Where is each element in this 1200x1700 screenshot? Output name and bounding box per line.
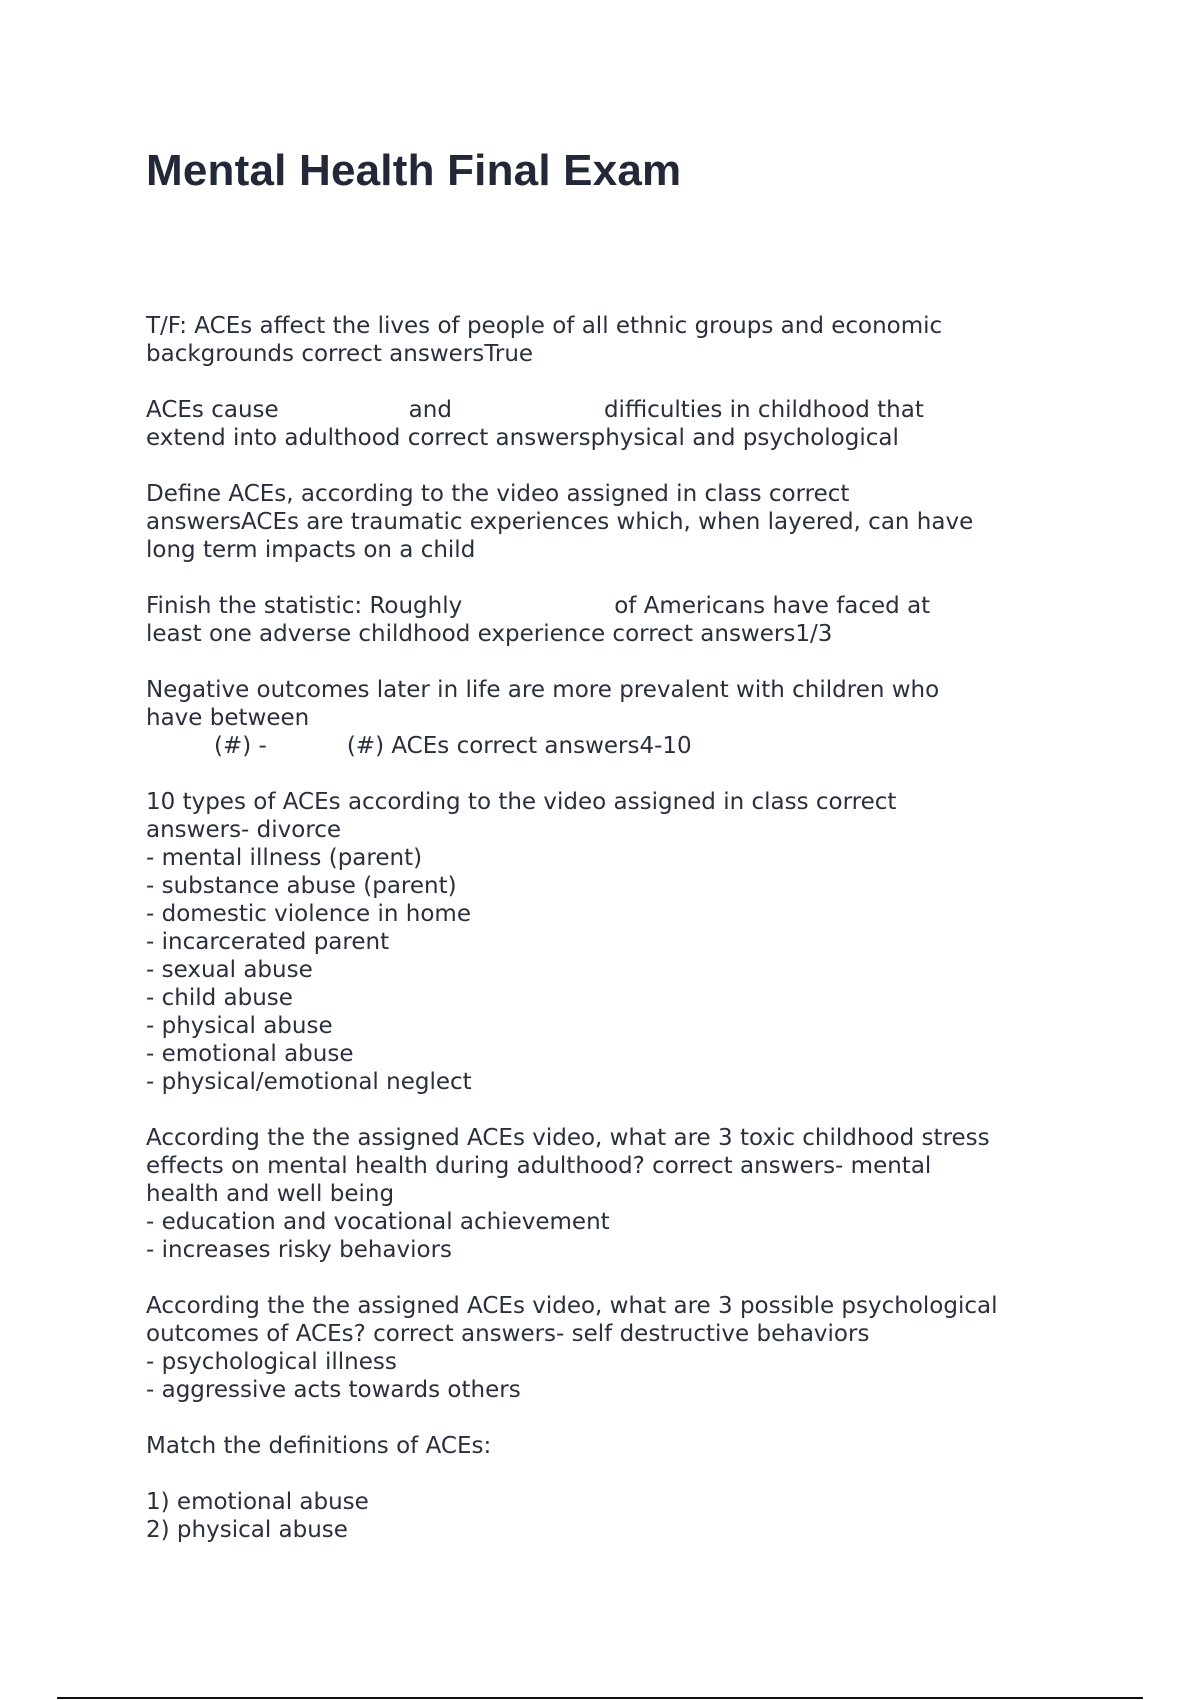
list-item: 2) physical abuse — [146, 1517, 348, 1543]
text-line: have between — [146, 705, 310, 731]
text-line: 10 types of ACEs according to the video assigned in class correct — [146, 789, 897, 815]
list-item: - child abuse — [146, 985, 293, 1011]
qa-item — [146, 1432, 1046, 1460]
text-segment: Finish the statistic: Roughly — [146, 593, 463, 619]
text-segment: ACEs cause — [146, 397, 279, 423]
text-line: According the the assigned ACEs video, what are 3 possible psychological — [146, 1293, 998, 1319]
text-line: answers- divorce — [146, 817, 342, 843]
list-item: - domestic violence in home — [146, 901, 471, 927]
list-item: - psychological illness — [146, 1349, 397, 1375]
list-item: - incarcerated parent — [146, 929, 390, 955]
qa-item — [146, 1488, 1046, 1544]
text-line: effects on mental health during adulthood? correct answers- mental — [146, 1153, 932, 1179]
list-item: - mental illness (parent) — [146, 845, 423, 871]
text-line: T/F: ACEs affect the lives of people of all ethnic groups and economic — [146, 313, 943, 339]
text-line: Match the definitions of ACEs: — [146, 1433, 492, 1459]
text-line — [146, 396, 1046, 424]
qa-item — [146, 396, 1046, 452]
list-item: - sexual abuse — [146, 957, 313, 983]
list-item: - aggressive acts towards others — [146, 1377, 521, 1403]
list-item: - increases risky behaviors — [146, 1237, 453, 1263]
qa-item — [146, 788, 1046, 1096]
list-item: - education and vocational achievement — [146, 1209, 610, 1235]
text-segment: difficulties in childhood that — [603, 397, 924, 423]
text-line: outcomes of ACEs? correct answers- self destructive behaviors — [146, 1321, 870, 1347]
text-line — [146, 732, 1046, 760]
qa-item — [146, 480, 1046, 564]
text-segment: of Americans have faced at — [614, 593, 931, 619]
text-line: answersACEs are traumatic experiences which, when layered, can have — [146, 509, 974, 535]
text-segment: and — [408, 397, 452, 423]
text-line: According the the assigned ACEs video, what are 3 toxic childhood stress — [146, 1125, 990, 1151]
list-item: - physical abuse — [146, 1013, 333, 1039]
document-body — [146, 312, 1046, 1572]
text-line: long term impacts on a child — [146, 537, 476, 563]
text-segment: (#) - — [214, 733, 267, 759]
text-line: least one adverse childhood experience correct answers1/3 — [146, 621, 833, 647]
qa-item — [146, 676, 1046, 760]
text-line: backgrounds correct answersTrue — [146, 341, 534, 367]
list-item: - physical/emotional neglect — [146, 1069, 472, 1095]
qa-item — [146, 312, 1046, 368]
text-line: health and well being — [146, 1181, 395, 1207]
page-bottom-rule — [57, 1697, 1143, 1699]
list-item: - substance abuse (parent) — [146, 873, 457, 899]
list-item: 1) emotional abuse — [146, 1489, 369, 1515]
qa-item — [146, 1124, 1046, 1264]
text-line: extend into adulthood correct answersphysical and psychological — [146, 425, 899, 451]
list-item: - emotional abuse — [146, 1041, 354, 1067]
text-line — [146, 592, 1046, 620]
text-segment: (#) ACEs correct answers4-10 — [346, 733, 692, 759]
text-line: Negative outcomes later in life are more prevalent with children who — [146, 677, 940, 703]
qa-item — [146, 1292, 1046, 1404]
text-line: Define ACEs, according to the video assigned in class correct — [146, 481, 850, 507]
document-title: Mental Health Final Exam — [146, 146, 682, 195]
qa-item — [146, 592, 1046, 648]
